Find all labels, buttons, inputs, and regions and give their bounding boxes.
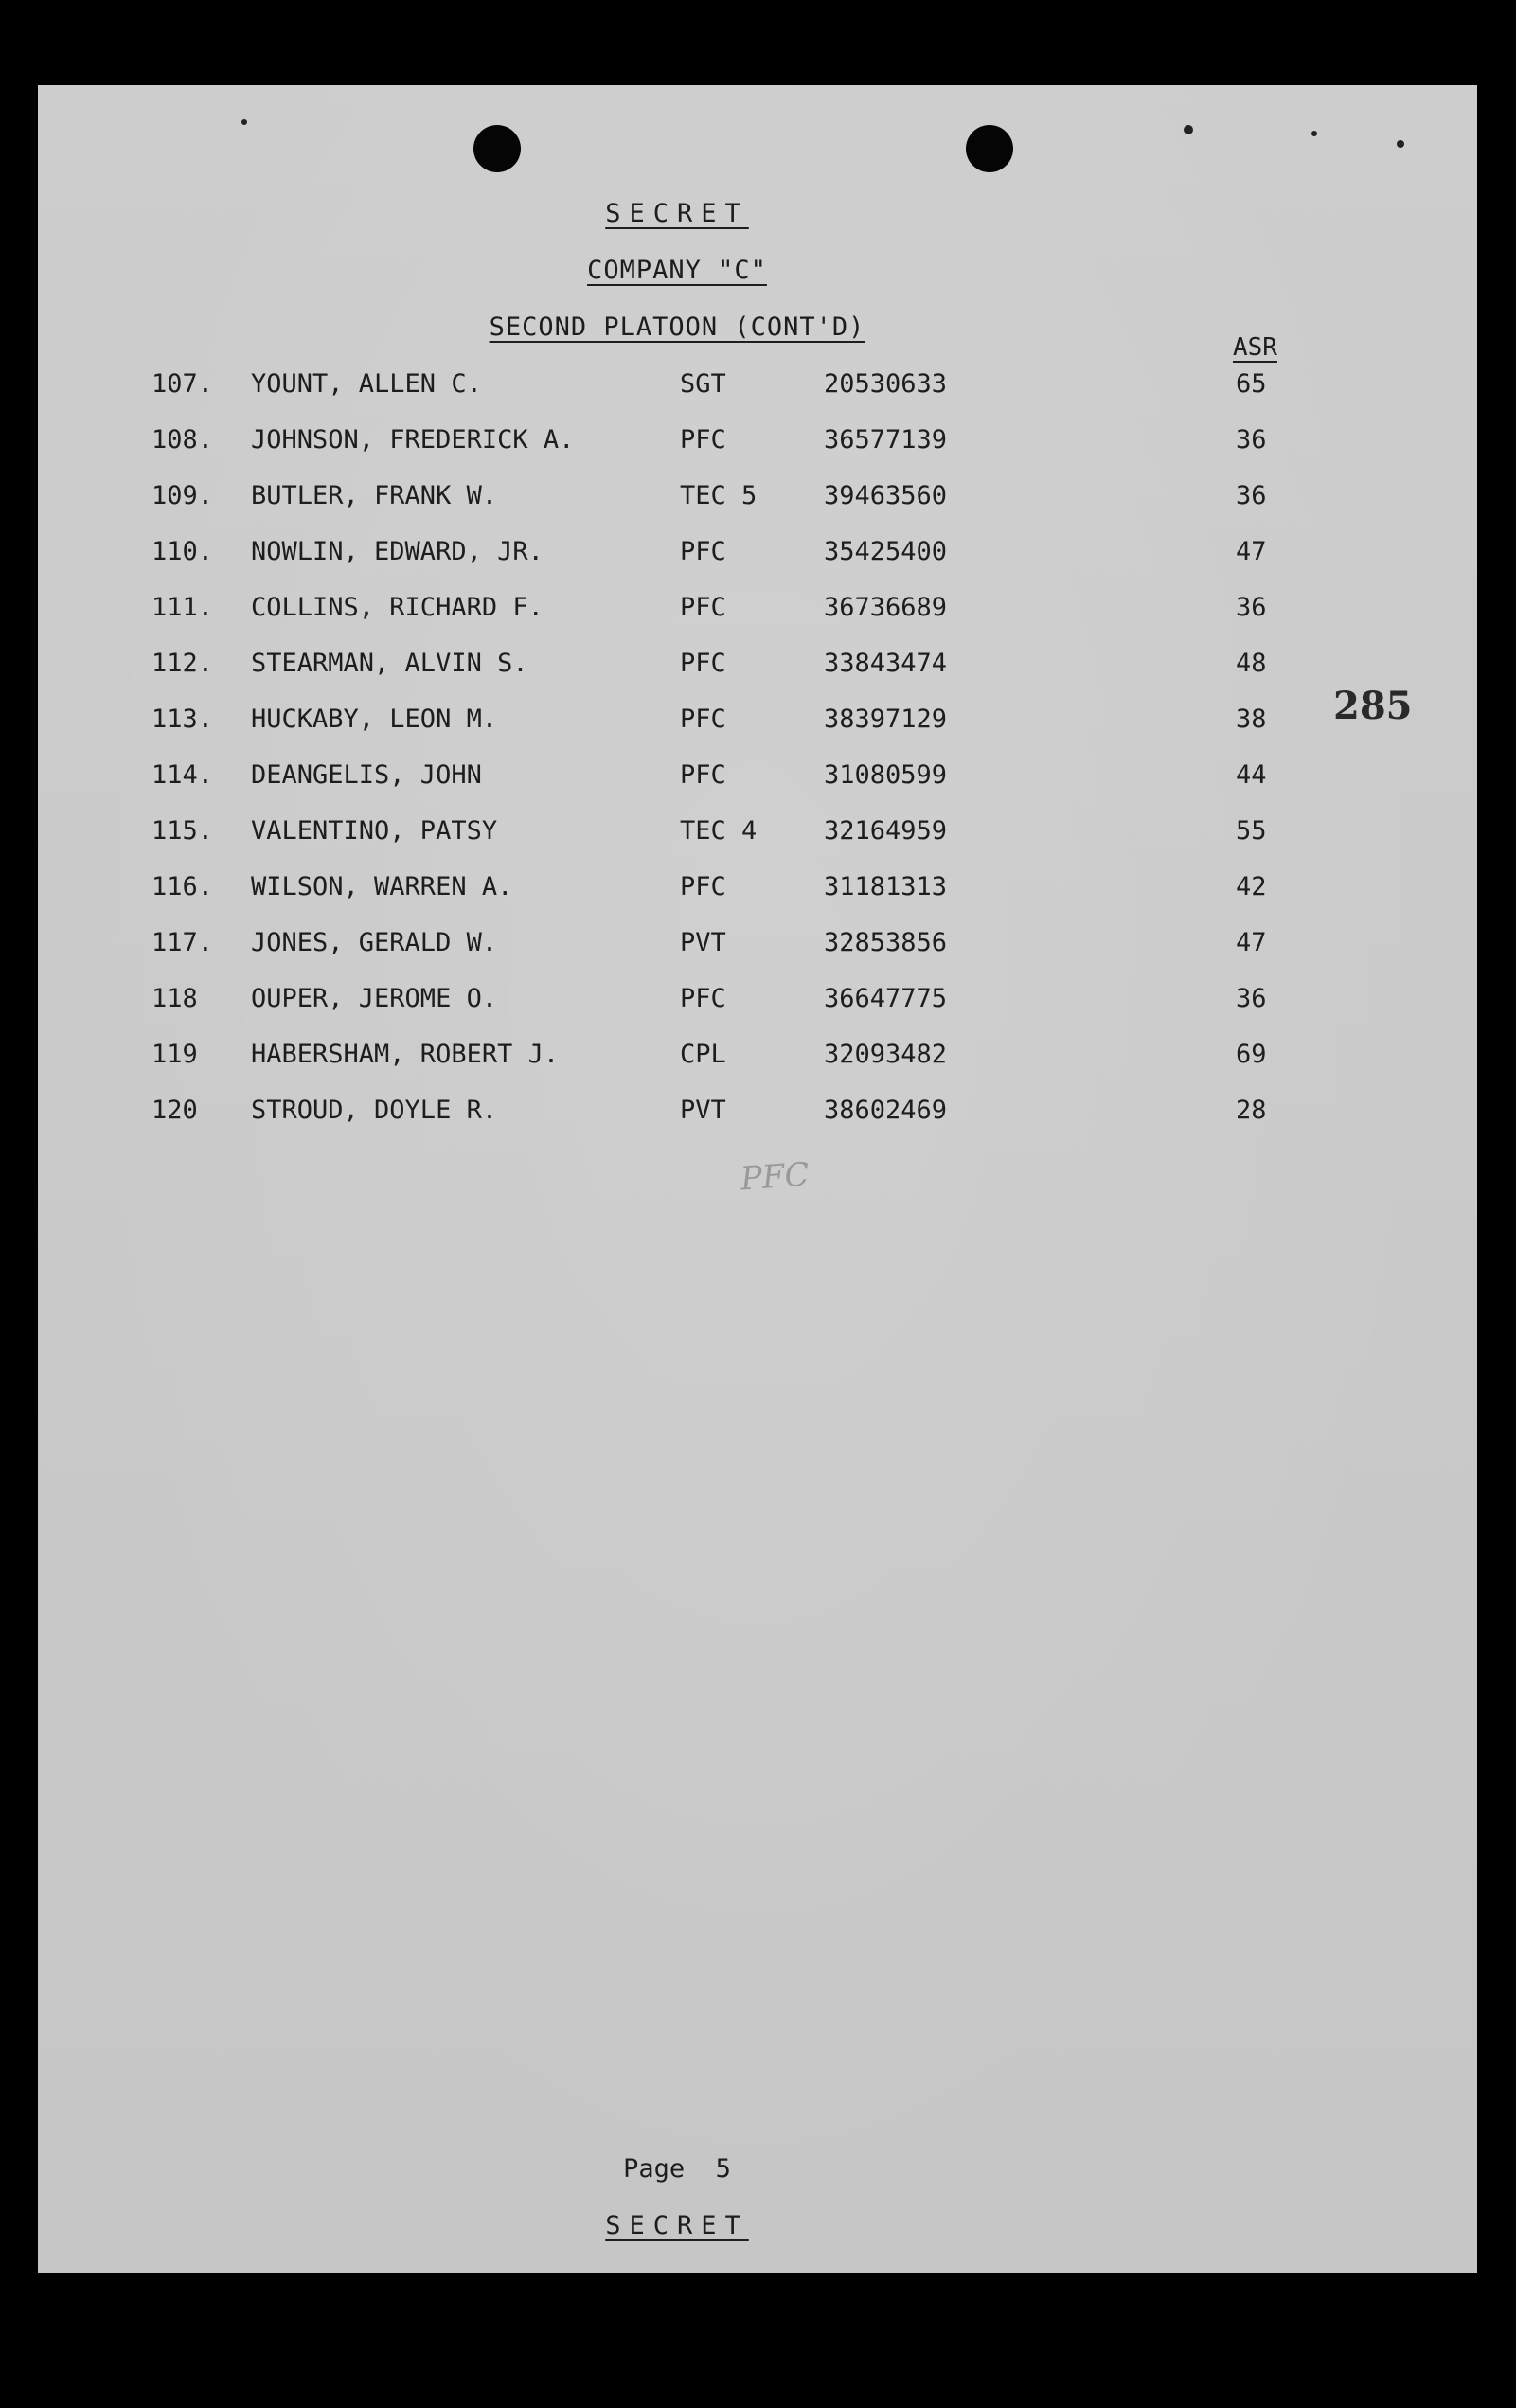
roster-row bbox=[38, 649, 1477, 687]
soldier-rank: TEC 4 bbox=[680, 816, 758, 846]
soldier-name: YOUNT, ALLEN C. bbox=[251, 369, 482, 399]
serial-number: 32093482 bbox=[824, 1040, 948, 1069]
asr-score: 55 bbox=[1236, 816, 1267, 846]
serial-number: 36736689 bbox=[824, 593, 948, 622]
roster-row bbox=[38, 984, 1477, 1022]
soldier-name: STROUD, DOYLE R. bbox=[251, 1096, 498, 1125]
roster-row bbox=[38, 593, 1477, 631]
document-page bbox=[38, 85, 1477, 2273]
punch-hole-right bbox=[966, 125, 1013, 172]
punch-hole-left bbox=[473, 125, 521, 172]
roster-row bbox=[38, 1040, 1477, 1078]
roster-number: 119 bbox=[152, 1040, 198, 1069]
classification-footer: SECRET bbox=[605, 2211, 749, 2240]
asr-score: 65 bbox=[1236, 369, 1267, 399]
serial-number: 31080599 bbox=[824, 760, 948, 790]
soldier-rank: PFC bbox=[680, 872, 726, 901]
roster-number: 113. bbox=[152, 705, 214, 734]
soldier-rank: PFC bbox=[680, 984, 726, 1013]
serial-number: 39463560 bbox=[824, 481, 948, 510]
soldier-name: STEARMAN, ALVIN S. bbox=[251, 649, 528, 678]
asr-score: 36 bbox=[1236, 984, 1267, 1013]
serial-number: 31181313 bbox=[824, 872, 948, 901]
serial-number: 38602469 bbox=[824, 1096, 948, 1125]
roster-number: 112. bbox=[152, 649, 214, 678]
serial-number: 32164959 bbox=[824, 816, 948, 846]
page-number: Page 5 bbox=[623, 2154, 731, 2184]
soldier-name: JOHNSON, FREDERICK A. bbox=[251, 425, 575, 455]
asr-score: 36 bbox=[1236, 425, 1267, 455]
soldier-name: WILSON, WARREN A. bbox=[251, 872, 513, 901]
dust-speck bbox=[1311, 131, 1317, 136]
soldier-rank: PFC bbox=[680, 705, 726, 734]
roster-row bbox=[38, 537, 1477, 575]
soldier-rank: TEC 5 bbox=[680, 481, 758, 510]
soldier-rank: PVT bbox=[680, 1096, 726, 1125]
roster-number: 118 bbox=[152, 984, 198, 1013]
roster-row bbox=[38, 1096, 1477, 1133]
asr-score: 48 bbox=[1236, 649, 1267, 678]
roster-row bbox=[38, 816, 1477, 854]
soldier-rank: PVT bbox=[680, 928, 726, 957]
roster-number: 114. bbox=[152, 760, 214, 790]
roster-number: 115. bbox=[152, 816, 214, 846]
soldier-name: NOWLIN, EDWARD, JR. bbox=[251, 537, 544, 566]
serial-number: 32853856 bbox=[824, 928, 948, 957]
soldier-rank: PFC bbox=[680, 593, 726, 622]
asr-score: 47 bbox=[1236, 928, 1267, 957]
asr-score: 28 bbox=[1236, 1096, 1267, 1125]
roster-number: 107. bbox=[152, 369, 214, 399]
soldier-name: JONES, GERALD W. bbox=[251, 928, 498, 957]
roster-row bbox=[38, 705, 1477, 742]
roster-row bbox=[38, 760, 1477, 798]
dust-speck bbox=[1397, 140, 1404, 148]
asr-score: 36 bbox=[1236, 593, 1267, 622]
serial-number: 36577139 bbox=[824, 425, 948, 455]
platoon-heading: SECOND PLATOON (CONT'D) bbox=[489, 312, 865, 342]
roster-number: 108. bbox=[152, 425, 214, 455]
company-heading: COMPANY "C" bbox=[587, 256, 767, 285]
dust-speck bbox=[241, 119, 247, 125]
roster-row bbox=[38, 928, 1477, 966]
soldier-rank: PFC bbox=[680, 760, 726, 790]
roster-row bbox=[38, 369, 1477, 407]
soldier-rank: PFC bbox=[680, 537, 726, 566]
stamped-page-number: 285 bbox=[1333, 684, 1413, 728]
soldier-rank: PFC bbox=[680, 649, 726, 678]
asr-score: 42 bbox=[1236, 872, 1267, 901]
roster-number: 120 bbox=[152, 1096, 198, 1125]
serial-number: 20530633 bbox=[824, 369, 948, 399]
asr-score: 47 bbox=[1236, 537, 1267, 566]
roster-row bbox=[38, 481, 1477, 519]
soldier-rank: CPL bbox=[680, 1040, 726, 1069]
dust-speck bbox=[1184, 125, 1193, 134]
roster-number: 110. bbox=[152, 537, 214, 566]
soldier-name: VALENTINO, PATSY bbox=[251, 816, 498, 846]
serial-number: 38397129 bbox=[824, 705, 948, 734]
roster-number: 117. bbox=[152, 928, 214, 957]
soldier-rank: PFC bbox=[680, 425, 726, 455]
soldier-name: BUTLER, FRANK W. bbox=[251, 481, 498, 510]
roster-number: 116. bbox=[152, 872, 214, 901]
soldier-name: DEANGELIS, JOHN bbox=[251, 760, 482, 790]
roster-row bbox=[38, 425, 1477, 463]
roster-row bbox=[38, 872, 1477, 910]
asr-column-header: ASR bbox=[1233, 333, 1277, 362]
soldier-name: OUPER, JEROME O. bbox=[251, 984, 498, 1013]
asr-score: 69 bbox=[1236, 1040, 1267, 1069]
asr-score: 36 bbox=[1236, 481, 1267, 510]
roster-number: 109. bbox=[152, 481, 214, 510]
serial-number: 36647775 bbox=[824, 984, 948, 1013]
serial-number: 33843474 bbox=[824, 649, 948, 678]
classification-header: SECRET bbox=[605, 199, 749, 228]
asr-score: 44 bbox=[1236, 760, 1267, 790]
soldier-name: COLLINS, RICHARD F. bbox=[251, 593, 544, 622]
soldier-name: HABERSHAM, ROBERT J. bbox=[251, 1040, 560, 1069]
roster-number: 111. bbox=[152, 593, 214, 622]
soldier-rank: SGT bbox=[680, 369, 726, 399]
handwritten-correction: PFC bbox=[739, 1155, 811, 1199]
asr-score: 38 bbox=[1236, 705, 1267, 734]
serial-number: 35425400 bbox=[824, 537, 948, 566]
soldier-name: HUCKABY, LEON M. bbox=[251, 705, 498, 734]
